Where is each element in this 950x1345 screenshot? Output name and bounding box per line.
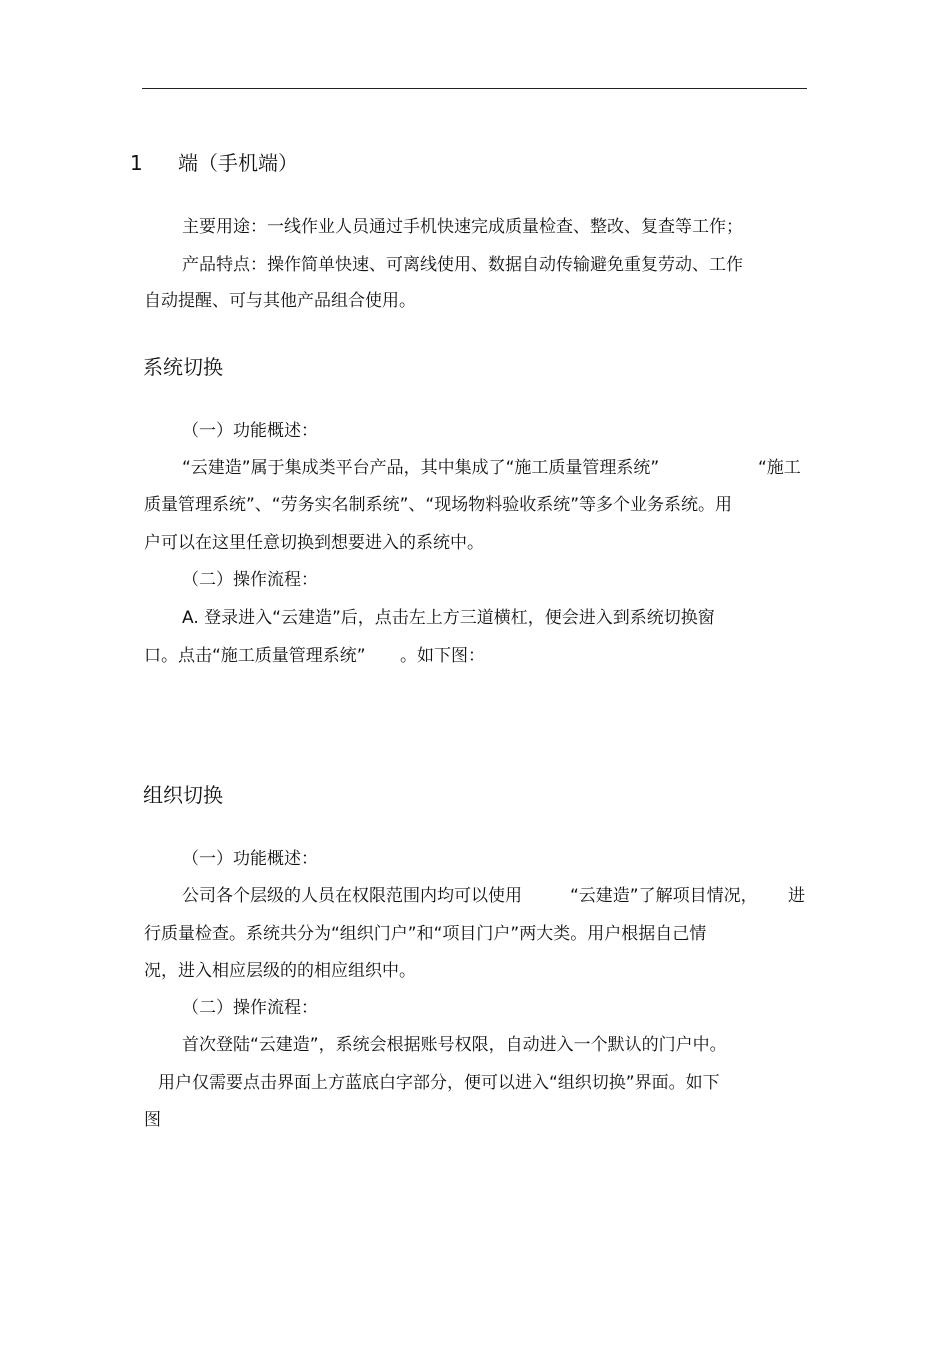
features-text-line-2: 自动提醒、可与其他产品组合使用。 <box>144 291 416 311</box>
section-number: 1 <box>130 151 143 175</box>
org-process-line-2: 用户仅需要点击界面上方蓝底白字部分，便可以进入“组织切换”界面。如下 <box>158 1073 720 1093</box>
system-process-line-2a: 口。点击“施工质量管理系统” <box>144 646 366 666</box>
org-overview-line-1c: 进 <box>788 886 805 906</box>
system-overview-line-1a: “云建造”属于集成类平台产品，其中集成了“施工质量管理系统” <box>182 458 660 478</box>
system-process-line-1: A. 登录进入“云建造”后，点击左上方三道横杠，便会进入到系统切换窗 <box>182 608 715 628</box>
header-rule <box>142 88 807 89</box>
system-overview-label: （一）功能概述： <box>182 421 318 441</box>
system-overview-line-2: 质量管理系统”、“劳务实名制系统”、“现场物料验收系统”等多个业务系统。用 <box>144 495 733 515</box>
purpose-text: 主要用途：一线作业人员通过手机快速完成质量检查、整改、复查等工作； <box>182 217 743 237</box>
org-overview-line-2: 行质量检查。系统共分为“组织门户”和“项目门户”两大类。用户根据自己情 <box>144 924 707 944</box>
org-switch-heading: 组织切换 <box>143 783 223 807</box>
org-process-label: （二）操作流程： <box>182 998 318 1018</box>
system-process-line-2b: 。如下图： <box>400 646 485 666</box>
features-text-line-1: 产品特点：操作简单快速、可离线使用、数据自动传输避免重复劳动、工作 <box>182 255 743 275</box>
system-process-label: （二）操作流程： <box>182 570 318 590</box>
system-overview-line-3: 户可以在这里任意切换到想要进入的系统中。 <box>144 533 484 553</box>
system-switch-heading: 系统切换 <box>143 355 223 379</box>
org-overview-label: （一）功能概述： <box>182 849 318 869</box>
org-overview-line-1b: “云建造”了解项目情况， <box>570 886 758 906</box>
system-overview-line-1b: “施工 <box>758 458 801 478</box>
org-overview-line-3: 况，进入相应层级的的相应组织中。 <box>144 961 416 981</box>
org-overview-line-1a: 公司各个层级的人员在权限范围内均可以使用 <box>182 886 522 906</box>
org-process-line-1: 首次登陆“云建造”，系统会根据账号权限，自动进入一个默认的门户中。 <box>182 1035 727 1055</box>
section-title: 端（手机端） <box>178 151 298 175</box>
org-process-line-3: 图 <box>144 1110 161 1130</box>
